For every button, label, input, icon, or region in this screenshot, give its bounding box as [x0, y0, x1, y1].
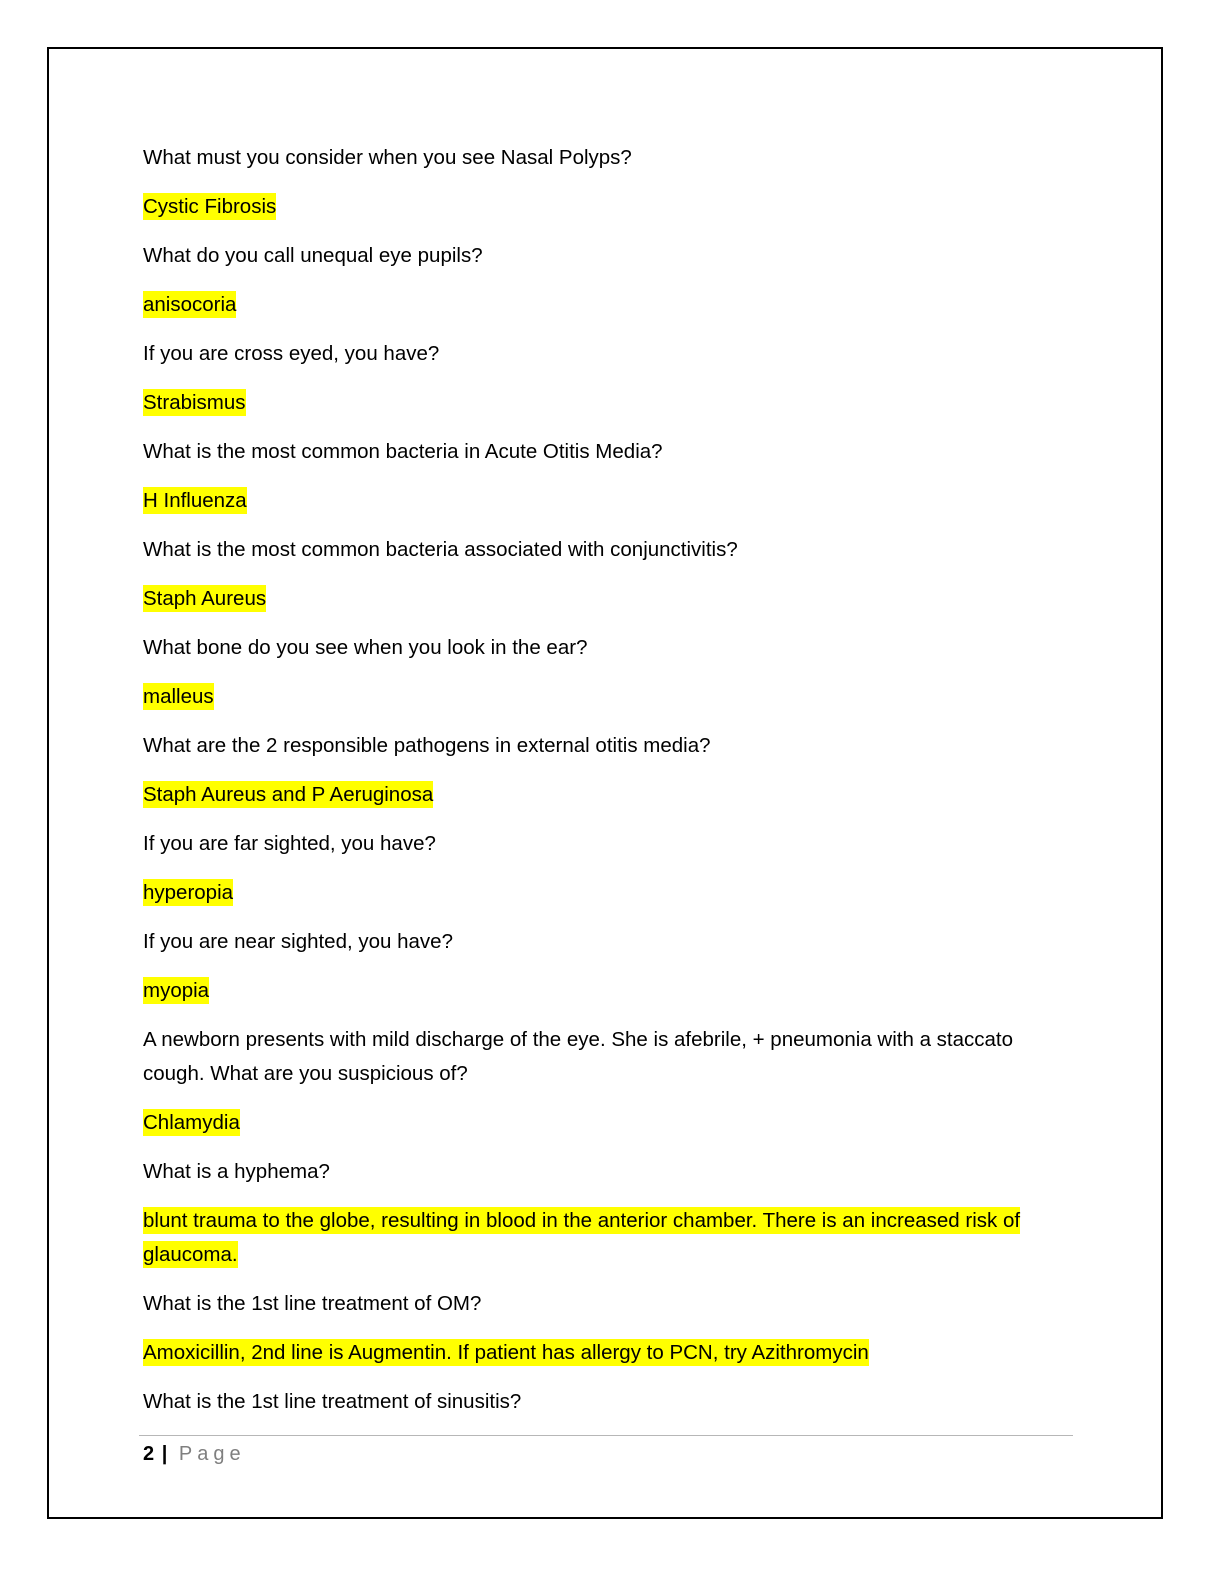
answer-text	[143, 876, 1078, 910]
answer-highlight: malleus	[143, 685, 214, 708]
question-text: What is a hyphema?	[143, 1160, 330, 1183]
question-text: What are the 2 responsible pathogens in external otitis media?	[143, 734, 711, 757]
answer-text	[143, 386, 1078, 420]
qa-item	[143, 337, 1078, 420]
qa-item	[143, 925, 1078, 1008]
answer-text	[143, 1204, 1078, 1272]
qa-item	[143, 631, 1078, 714]
answer-text	[143, 1106, 1078, 1140]
answer-highlight: blunt trauma to the globe, resulting in blood in the anterior chamber. There is an increased risk of glaucoma.	[143, 1209, 1021, 1266]
answer-highlight: Strabismus	[143, 391, 246, 414]
answer-text	[143, 288, 1078, 322]
footer-divider	[139, 1435, 1073, 1436]
answer-text	[143, 484, 1078, 518]
answer-highlight: myopia	[143, 979, 210, 1002]
answer-highlight: Staph Aureus and P Aeruginosa	[143, 783, 434, 806]
qa-item	[143, 239, 1078, 322]
question-text: A newborn presents with mild discharge of the eye. She is afebrile, + pneumonia with a staccato cough. What are you suspicious of?	[143, 1028, 1014, 1085]
qa-item	[143, 1287, 1078, 1370]
qa-item	[143, 141, 1078, 224]
qa-item	[143, 1155, 1078, 1272]
answer-highlight: H Influenza	[143, 489, 247, 512]
answer-highlight: anisocoria	[143, 293, 237, 316]
answer-highlight: Chlamydia	[143, 1111, 240, 1134]
page-number: 2	[143, 1443, 155, 1465]
trailing-question-text: What is the 1st line treatment of sinusitis?	[143, 1390, 522, 1413]
question-text: If you are far sighted, you have?	[143, 832, 436, 855]
answer-text	[143, 778, 1078, 812]
question-text: What bone do you see when you look in the ear?	[143, 636, 588, 659]
question-text: What is the most common bacteria in Acute Otitis Media?	[143, 440, 663, 463]
answer-highlight: Staph Aureus	[143, 587, 267, 610]
answer-highlight: Amoxicillin, 2nd line is Augmentin. If patient has allergy to PCN, try Azithromycin	[143, 1341, 869, 1364]
question-text: What do you call unequal eye pupils?	[143, 244, 483, 267]
answer-text	[143, 582, 1078, 616]
document-body	[143, 141, 1078, 1434]
question-text: What is the most common bacteria associated with conjunctivitis?	[143, 538, 738, 561]
qa-item	[143, 1023, 1078, 1140]
answer-text	[143, 1336, 1078, 1370]
question-text: If you are cross eyed, you have?	[143, 342, 440, 365]
question-text: What is the 1st line treatment of OM?	[143, 1292, 482, 1315]
answer-text	[143, 974, 1078, 1008]
answer-highlight: Cystic Fibrosis	[143, 195, 277, 218]
qa-item	[143, 827, 1078, 910]
page-footer	[143, 1440, 246, 1468]
footer-separator: |	[161, 1443, 168, 1465]
answer-text	[143, 190, 1078, 224]
page-label: Page	[178, 1443, 246, 1465]
answer-text	[143, 680, 1078, 714]
qa-item	[143, 435, 1078, 518]
question-text: If you are near sighted, you have?	[143, 930, 453, 953]
question-text: What must you consider when you see Nasal Polyps?	[143, 146, 632, 169]
qa-item	[143, 533, 1078, 616]
answer-highlight: hyperopia	[143, 881, 234, 904]
qa-item	[143, 729, 1078, 812]
